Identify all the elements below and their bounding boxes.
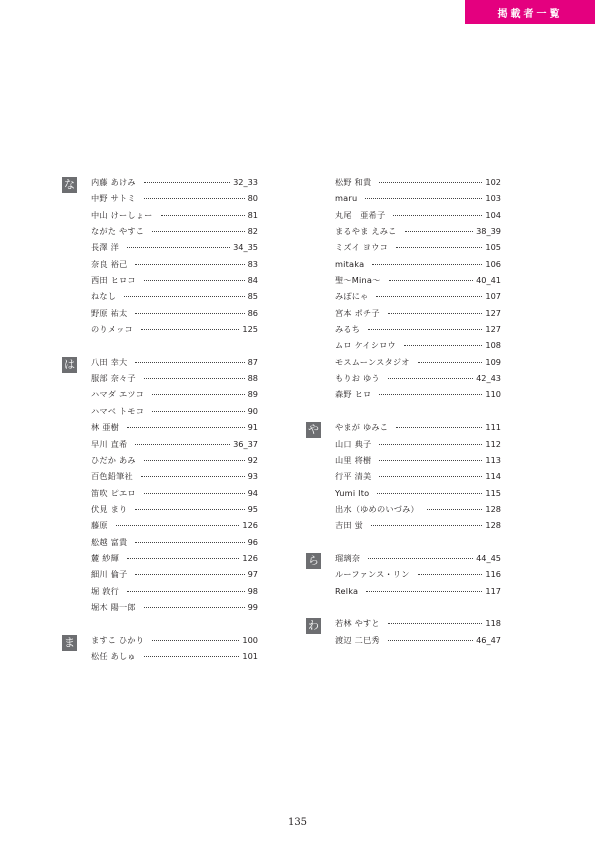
contributor-name: 行平 清美 <box>335 471 372 482</box>
contributor-name: モスムーンスタジオ <box>335 356 410 367</box>
page-reference: 40_41 <box>476 275 501 286</box>
page-reference: 91 <box>247 422 258 433</box>
page-reference: 84 <box>247 275 258 286</box>
contributor-name: 松野 和貴 <box>335 177 372 187</box>
leader-dots <box>135 509 244 510</box>
leader-dots <box>404 345 482 346</box>
section-gap <box>62 340 258 356</box>
contributor-name: maru <box>335 193 358 204</box>
index-entry <box>91 553 258 569</box>
page-reference: 125 <box>242 324 258 335</box>
contributor-name: ムロ ケイシロウ <box>335 340 396 351</box>
index-entry <box>91 455 258 471</box>
page-reference: 126 <box>242 552 258 563</box>
page-reference: 111 <box>485 422 501 433</box>
leader-dots <box>144 198 245 199</box>
leader-dots <box>144 378 245 379</box>
contributor-name: Yumi Ito <box>335 487 370 498</box>
page-reference: 113 <box>485 454 501 465</box>
leader-dots <box>135 542 244 543</box>
contributor-name: 吉田 蛍 <box>335 520 363 531</box>
index-entry <box>91 308 258 324</box>
contributor-name: ルーファンス・リン <box>335 569 410 580</box>
page-number: 135 <box>287 817 308 828</box>
leader-dots <box>127 591 245 592</box>
index-entry <box>91 439 258 455</box>
section-gap <box>306 406 501 422</box>
index-entry <box>335 618 501 634</box>
leader-dots <box>144 460 245 461</box>
page-reference: 80 <box>247 193 258 204</box>
entry-list <box>335 618 501 651</box>
index-entry <box>91 242 258 258</box>
leader-dots <box>388 378 473 379</box>
page-reference: 107 <box>485 291 501 302</box>
section-tab: 掲載者一覧 <box>465 0 595 24</box>
leader-dots <box>161 215 245 216</box>
page-reference: 44_45 <box>476 552 501 563</box>
page-reference: 128 <box>485 520 501 531</box>
page-reference: 99 <box>247 601 258 612</box>
leader-dots <box>368 558 473 559</box>
leader-dots <box>365 198 482 199</box>
index-entry <box>91 275 258 291</box>
contributor-name: みるち <box>335 324 361 335</box>
contributor-name: 堀 敦行 <box>91 585 119 596</box>
leader-dots <box>127 247 230 248</box>
index-entry <box>91 210 258 226</box>
contributor-name: 麓 紗輝 <box>91 552 119 563</box>
index-entry <box>335 455 501 471</box>
index-entry <box>91 569 258 585</box>
index-section <box>306 553 501 602</box>
entry-list <box>91 177 258 340</box>
page-reference: 92 <box>247 454 258 465</box>
page-reference: 102 <box>485 177 501 187</box>
leader-dots <box>379 460 482 461</box>
index-entry <box>335 586 501 602</box>
leader-dots <box>418 362 483 363</box>
leader-dots <box>141 329 239 330</box>
leader-dots <box>144 280 245 281</box>
section-gap <box>62 618 258 634</box>
index-section <box>62 635 258 668</box>
index-entry <box>91 193 258 209</box>
leader-dots <box>135 444 230 445</box>
leader-dots <box>371 525 482 526</box>
index-entry <box>91 602 258 618</box>
leader-dots <box>152 411 244 412</box>
page-reference: 97 <box>247 569 258 580</box>
leader-dots <box>388 313 483 314</box>
leader-dots <box>124 296 244 297</box>
page-reference: 126 <box>242 520 258 531</box>
page-reference: 85 <box>247 291 258 302</box>
index-entry <box>335 242 501 258</box>
leader-dots <box>116 525 240 526</box>
page-reference: 115 <box>485 487 501 498</box>
leader-dots <box>144 493 245 494</box>
leader-dots <box>396 247 482 248</box>
page-reference: 87 <box>247 356 258 367</box>
contributor-name: 若林 やすと <box>335 618 380 629</box>
index-entry <box>91 520 258 536</box>
leader-dots <box>127 558 239 559</box>
section-gap <box>306 602 501 618</box>
contributor-name: 西田 ヒロコ <box>91 275 136 286</box>
leader-dots <box>152 640 239 641</box>
page-reference: 93 <box>247 471 258 482</box>
leader-dots <box>127 427 245 428</box>
leader-dots <box>366 591 482 592</box>
contributor-name: 野原 祐太 <box>91 307 128 318</box>
index-entry <box>335 389 501 405</box>
index-entry <box>335 308 501 324</box>
contributor-name: ますこ ひかり <box>91 634 145 645</box>
leader-dots <box>388 640 473 641</box>
leader-dots <box>396 427 482 428</box>
contributor-name: ひだか あみ <box>91 454 136 465</box>
page-reference: 114 <box>485 471 501 482</box>
index-section <box>62 177 258 340</box>
leader-dots <box>393 215 482 216</box>
index-entry <box>335 373 501 389</box>
contributor-name: 内藤 あけみ <box>91 177 136 187</box>
contributor-name: 八田 幸大 <box>91 356 128 367</box>
page-reference: 110 <box>485 389 501 400</box>
page-reference: 118 <box>485 618 501 629</box>
page-reference: 105 <box>485 242 501 253</box>
leader-dots <box>144 656 240 657</box>
contributor-name: 笛吹 ピエロ <box>91 487 136 498</box>
page-reference: 106 <box>485 258 501 269</box>
index-entry <box>335 471 501 487</box>
index-entry <box>335 422 501 438</box>
index-entry <box>91 651 258 667</box>
index-entry <box>91 488 258 504</box>
page-reference: 88 <box>247 373 258 384</box>
page-reference: 112 <box>485 438 501 449</box>
contributor-name: まるやま えみこ <box>335 226 397 237</box>
page-reference: 103 <box>485 193 501 204</box>
index-section <box>306 422 501 536</box>
page-reference: 128 <box>485 503 501 514</box>
leader-dots <box>376 296 482 297</box>
page-reference: 108 <box>485 340 501 351</box>
entry-list <box>91 635 258 668</box>
contributor-name: 長澤 洋 <box>91 242 119 253</box>
index-entry <box>335 439 501 455</box>
leader-dots <box>389 280 474 281</box>
index-entry <box>335 275 501 291</box>
index-entry <box>91 406 258 422</box>
page-reference: 38_39 <box>476 226 501 237</box>
contributor-name: 舩越 富貴 <box>91 536 128 547</box>
index-entry <box>91 504 258 520</box>
contributor-name: 林 亜樹 <box>91 422 119 433</box>
page-reference: 127 <box>485 324 501 335</box>
contributor-name: 服部 奈々子 <box>91 373 136 384</box>
index-entry <box>91 422 258 438</box>
leader-dots <box>368 329 482 330</box>
contributor-name: ハマダ エツコ <box>91 389 144 400</box>
contributor-name: 森野 ヒロ <box>335 389 372 400</box>
contributor-name: 中山 けーしょー <box>91 209 153 220</box>
contributor-name: mitaka <box>335 258 365 269</box>
contributor-name: みぽにゃ <box>335 291 369 302</box>
contributor-name: 山口 典子 <box>335 438 372 449</box>
leader-dots <box>135 362 244 363</box>
index-column-right <box>306 177 501 651</box>
contributor-name: Relka <box>335 585 359 596</box>
contributor-name: ながた やすこ <box>91 226 145 237</box>
index-column-left <box>62 177 258 667</box>
leader-dots <box>388 623 483 624</box>
page-reference: 94 <box>247 487 258 498</box>
contributor-name: 中野 サトミ <box>91 193 136 204</box>
leader-dots <box>427 509 482 510</box>
page-reference: 83 <box>247 258 258 269</box>
page-reference: 101 <box>242 650 258 661</box>
contributor-name: 細川 倫子 <box>91 569 128 580</box>
page-reference: 42_43 <box>476 373 501 384</box>
kana-heading: は <box>64 357 75 371</box>
kana-heading: ら <box>308 553 319 567</box>
entry-list <box>91 357 258 619</box>
index-entry <box>335 177 501 193</box>
index-entry <box>335 488 501 504</box>
contributor-name: 聖〜Mina〜 <box>335 275 381 286</box>
index-entry <box>335 324 501 340</box>
index-entry <box>91 389 258 405</box>
leader-dots <box>135 264 244 265</box>
index-entry <box>91 635 258 651</box>
index-entry <box>335 193 501 209</box>
index-entry <box>335 635 501 651</box>
leader-dots <box>405 231 474 232</box>
index-entry <box>335 553 501 569</box>
entry-list <box>335 553 501 602</box>
index-section <box>306 618 501 651</box>
contributor-name: やまが ゆみこ <box>335 422 389 433</box>
index-entry <box>335 569 501 585</box>
leader-dots <box>372 264 482 265</box>
index-entry <box>335 504 501 520</box>
page-reference: 81 <box>247 209 258 220</box>
kana-heading: な <box>64 178 75 191</box>
contributor-name: 奈良 裕己 <box>91 258 128 269</box>
leader-dots <box>152 394 245 395</box>
page-reference: 109 <box>485 356 501 367</box>
contributor-name: ハマベ トモコ <box>91 405 145 416</box>
page-reference: 34_35 <box>233 242 258 253</box>
contributor-name: 宮本 ポチ子 <box>335 307 380 318</box>
contributor-name: 百色鉛筆社 <box>91 471 133 482</box>
leader-dots <box>144 607 245 608</box>
page-reference: 36_37 <box>233 438 258 449</box>
index-entry <box>335 259 501 275</box>
kana-heading: や <box>308 423 319 437</box>
leader-dots <box>152 231 244 232</box>
contributor-name: 瑠璃奈 <box>335 552 361 563</box>
index-entry <box>91 357 258 373</box>
entry-list <box>335 177 501 406</box>
page-reference: 32_33 <box>233 177 258 187</box>
page-reference: 86 <box>247 307 258 318</box>
contributor-name: 堀木 陽一郎 <box>91 601 136 612</box>
index-entry <box>91 177 258 193</box>
index-entry <box>91 259 258 275</box>
index-entry <box>335 210 501 226</box>
index-entry <box>91 471 258 487</box>
index-entry <box>91 324 258 340</box>
contributor-name: のりメッコ <box>91 324 133 335</box>
page-reference: 89 <box>247 389 258 400</box>
index-entry <box>91 537 258 553</box>
contributor-name: 丸尾 亜希子 <box>335 209 386 220</box>
index-entry <box>91 226 258 242</box>
leader-dots <box>135 574 244 575</box>
index-entry <box>335 226 501 242</box>
index-entry <box>335 340 501 356</box>
contributor-name: 出水（ゆめのいづみ） <box>335 503 419 514</box>
leader-dots <box>418 574 483 575</box>
contributor-name: ねなし <box>91 291 117 302</box>
page-reference: 117 <box>485 585 501 596</box>
contributor-name: 渡辺 二巳秀 <box>335 634 380 645</box>
index-entry <box>335 357 501 373</box>
leader-dots <box>377 493 482 494</box>
leader-dots <box>379 444 482 445</box>
kana-heading: わ <box>308 619 319 633</box>
page-reference: 100 <box>242 634 258 645</box>
contributor-name: 早川 直希 <box>91 438 128 449</box>
index-entry <box>335 520 501 536</box>
contributor-name: 藤原 <box>91 520 108 531</box>
leader-dots <box>379 394 482 395</box>
page-reference: 96 <box>247 536 258 547</box>
contributor-name: ミズイ ヨウコ <box>335 242 388 253</box>
page-reference: 46_47 <box>476 634 501 645</box>
contributor-name: 松任 あしゅ <box>91 650 136 661</box>
index-entry <box>91 291 258 307</box>
index-entry <box>91 373 258 389</box>
leader-dots <box>144 182 230 183</box>
index-section <box>62 357 258 619</box>
page-reference: 82 <box>247 226 258 237</box>
leader-dots <box>379 476 482 477</box>
kana-heading: ま <box>64 635 75 649</box>
page-reference: 104 <box>485 209 501 220</box>
contributor-name: 山里 将樹 <box>335 454 372 465</box>
page-reference: 90 <box>247 405 258 416</box>
leader-dots <box>379 182 482 183</box>
page-reference: 127 <box>485 307 501 318</box>
index-entry <box>91 586 258 602</box>
page-reference: 98 <box>247 585 258 596</box>
section-gap <box>306 537 501 553</box>
leader-dots <box>141 476 245 477</box>
leader-dots <box>135 313 244 314</box>
contributor-name: 伏見 まり <box>91 503 128 514</box>
page-reference: 95 <box>247 503 258 514</box>
page-reference: 116 <box>485 569 501 580</box>
index-entry <box>335 291 501 307</box>
entry-list <box>335 422 501 536</box>
index-section <box>306 177 501 406</box>
contributor-name: もりお ゆう <box>335 373 380 384</box>
